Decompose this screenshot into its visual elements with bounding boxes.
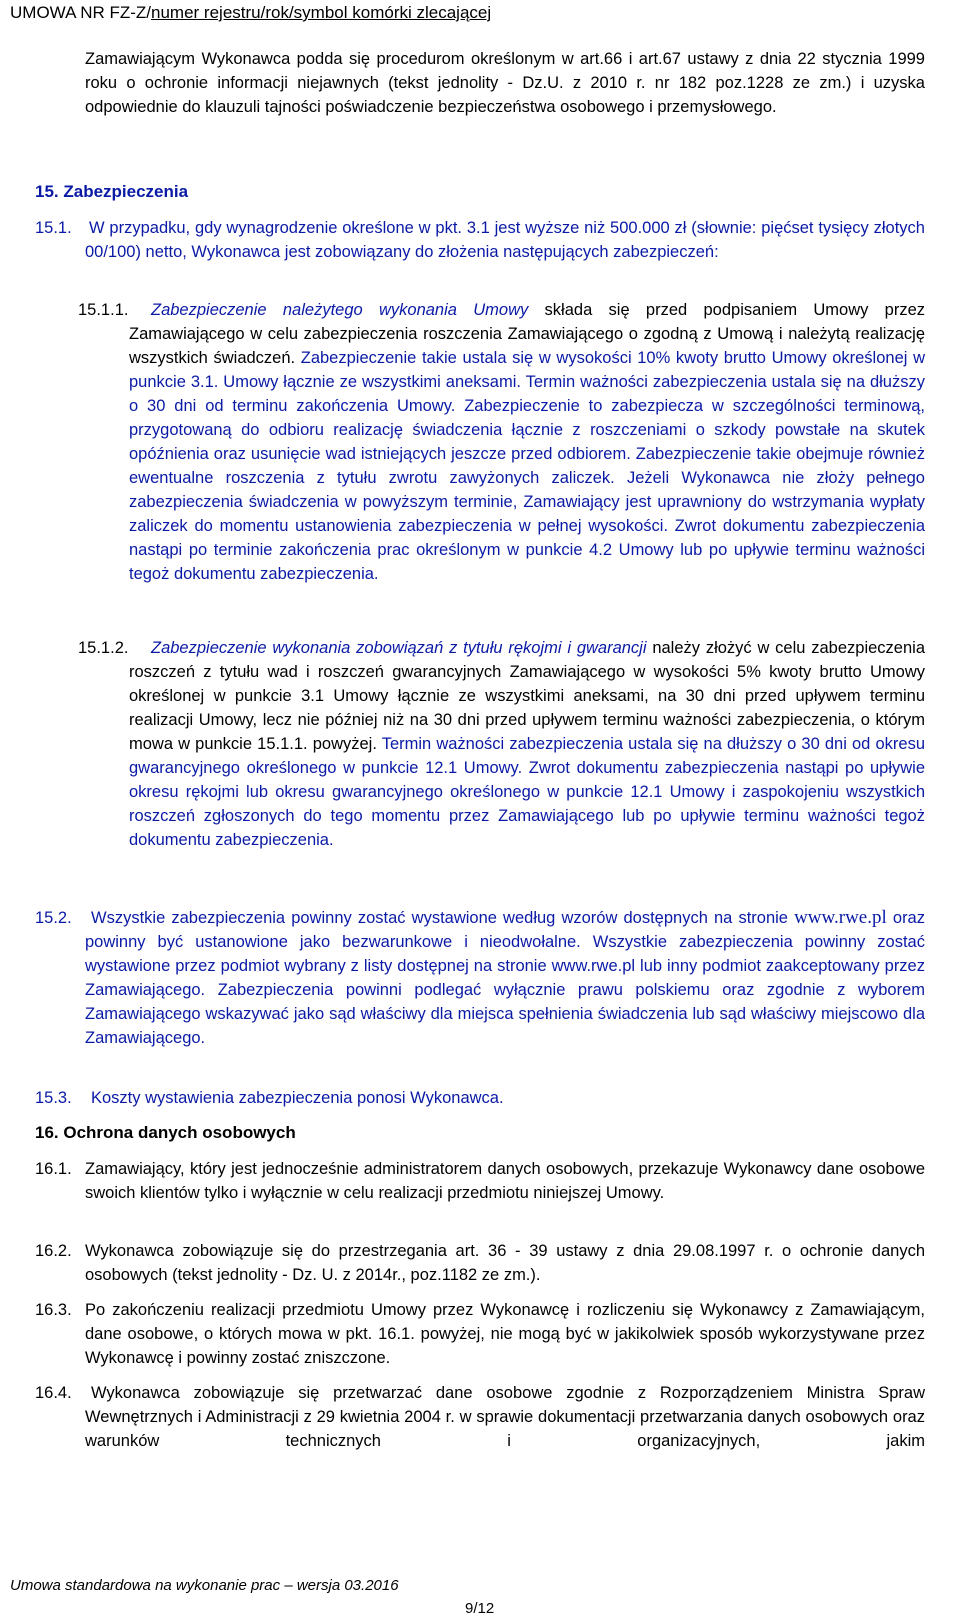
section-16-2-number: 16.2.: [35, 1242, 72, 1260]
section-16-3-text: Po zakończeniu realizacji przedmiotu Umowy przez Wykonawcę i rozliczeniu się Wykonawcy z Zamawiającym, dane osobowe, o których mowa w pkt. 16.1. powyżej, nie mogą być w jakikolwiek sposób wykorzystywane przez Wykonawcę i powinny zostać zniszczone.: [85, 1301, 925, 1367]
section-15-1-1-black: składa się przed podpisaniem Umowy przez Zamawiającego w celu zabezpieczenia roszczenia Zamawiającego o zgodną z Umową i należytą realizację wszystkich świadczeń.: [129, 301, 926, 367]
section-16-heading: 16. Ochrona danych osobowych: [35, 1123, 296, 1142]
header-prefix: UMOWA NR FZ-Z/: [10, 3, 152, 22]
section-15-2-text: [85, 906, 925, 1050]
section-15-1-1-number: 15.1.1.: [78, 301, 129, 319]
section-15-1-2-text: [129, 636, 925, 852]
section-16-2-text: Wykonawca zobowiązuje się do przestrzegania art. 36 - 39 ustawy z dnia 29.08.1997 r. o ochronie danych osobowych (tekst jednolity - Dz. U. z 2014r., poz.1182 ze zm.).: [85, 1242, 925, 1284]
section-15-1-1-blue: Zabezpieczenie takie ustala się w wysokości 10% kwoty brutto Umowy określonej w punkcie 3.1. Umowy łącznie ze wszystkimi aneksami. Termin ważności zabezpieczenia ustala się na dłuższy o 30 dni od terminu zakończenia Umowy. Zabezpieczenie to zabezpiecza w szczególności terminową, przygotowaną do odbioru realizację świadczenia łącznie z roszczeniami o szkody powstałe na skutek opóźnienia oraz usunięcie wad istniejących jeszcze przed odbiorem. Zabezpieczenie takie obejmuje również ewentualne roszczenia z tytułu zwrotu zawyżonych zaliczek. Jeżeli Wykonawca nie złoży pełnego zabezpieczenia świadczenia w powyższym terminie, Zamawiający jest uprawniony do wstrzymania wypłaty zaliczek do momentu ustanowienia zabezpieczenia w pełnej wysokości. Zwrot dokumentu zabezpieczenia nastąpi po terminie zakończenia prac określonym w punkcie 4.2 Umowy lub po upływie terminu ważności tegoż dokumentu zabezpieczenia.: [129, 349, 925, 583]
section-15-3-text: Koszty wystawienia zabezpieczenia ponosi Wykonawca.: [91, 1089, 504, 1107]
footer-page-number: 9/12: [465, 1600, 495, 1617]
section-15-2-text-b: oraz powinny być ustanowione jako bezwarunkowe i nieodwołalne. Wszystkie zabezpieczenia powinny zostać wystawione przez podmiot wybrany z listy dostępnej na stronie www.rwe.pl lub inny podmiot zaakceptowany przez Zamawiającego. Zabezpieczenia powinni podlegać wyłącznie prawu polskiemu oraz zgodnie z wyborem Zamawiającego wskazywać jako sąd właściwy dla miejsca spełnienia świadczenia lub sąd właściwy miejscowo dla Zamawiającego.: [85, 909, 925, 1047]
section-15-1-text: W przypadku, gdy wynagrodzenie określone w pkt. 3.1 jest wyższe niż 500.000 zł (słownie: pięćset tysięcy złotych 00/100) netto, Wykonawca jest zobowiązany do złożenia następujących zabezpieczeń:: [85, 219, 925, 261]
section-16-4-number: 16.4.: [35, 1384, 72, 1402]
section-16-4-text: Wykonawca zobowiązuje się przetwarzać dane osobowe zgodnie z Rozporządzeniem Ministra Spraw Wewnętrznych i Administracji z 29 kwietnia 2004 r. w sprawie dokumentacji przetwarzania danych osobowych oraz warunków technicznych i organizacyjnych, jakim: [85, 1384, 925, 1450]
section-16-3-number: 16.3.: [35, 1301, 72, 1319]
section-15-heading: 15. Zabezpieczenia: [35, 182, 189, 201]
section-15-1-2-blue: Termin ważności zabezpieczenia ustala się na dłuższy o 30 dni od okresu gwarancyjnego określonego w punkcie 12.1 Umowy. Zwrot dokumentu zabezpieczenia nastąpi po upływie okresu rękojmi lub okresu gwarancyjnego określonego w punkcie 12.1 Umowy i zaspokojeniu wszystkich roszczeń zgłoszonych do tego momentu przez Zamawiającego lub po upływie terminu ważności tegoż dokumentu zabezpieczenia.: [129, 735, 925, 849]
section-15-1-2-number: 15.1.2.: [78, 639, 129, 657]
section-15-2-number: 15.2.: [35, 909, 72, 927]
section-15-3-number: 15.3.: [35, 1089, 72, 1107]
section-15-1-2-title: Zabezpieczenie wykonania zobowiązań z tytułu rękojmi i gwarancji: [151, 639, 647, 657]
section-15-2-text-a: Wszystkie zabezpieczenia powinny zostać wystawione według wzorów dostępnych na stronie: [91, 909, 795, 927]
header-placeholder: numer rejestru/rok/symbol komórki zlecającej: [151, 3, 492, 22]
footer-document-version: Umowa standardowa na wykonanie prac – wersja 03.2016: [10, 1577, 399, 1594]
section-15-1-2-black: należy złożyć w celu zabezpieczenia roszczeń z tytułu wad i roszczeń gwarancyjnych Zamawiającego w wysokości 5% kwoty brutto Umowy określonej w punkcie 3.1 Umowy łącznie ze wszystkimi aneksami, na 30 dni przed upływem terminu realizacji Umowy, lecz nie później niż na 30 dni przed upływem terminu ważności zabezpieczenia, o którym mowa w punkcie 15.1.1. powyżej.: [129, 639, 925, 753]
section-16-1-number: 16.1.: [35, 1160, 72, 1178]
section-16-1-text: Zamawiający, który jest jednocześnie administratorem danych osobowych, przekazuje Wykonawcy dane osobowe swoich klientów tylko i wyłącznie w celu realizacji przedmiotu niniejszej Umowy.: [85, 1160, 925, 1202]
section-15-1-1-text: [129, 298, 925, 586]
document-header: [10, 3, 491, 23]
section-15-1-number: 15.1.: [35, 219, 72, 237]
section-15-1-1-title: Zabezpieczenie należytego wykonania Umowy: [151, 301, 529, 319]
intro-paragraph: Zamawiającym Wykonawca podda się procedurom określonym w art.66 i art.67 ustawy z dnia 22 stycznia 1999 roku o ochronie informacji niejawnych (tekst jednolity - Dz.U. z 2010 r. nr 182 poz.1228 ze zm.) i uzyska odpowiednie do klauzuli tajności poświadczenie bezpieczeństwa osobowego i przemysłowego.: [85, 50, 925, 116]
section-15-2-url[interactable]: www.rwe.pl: [794, 907, 887, 928]
